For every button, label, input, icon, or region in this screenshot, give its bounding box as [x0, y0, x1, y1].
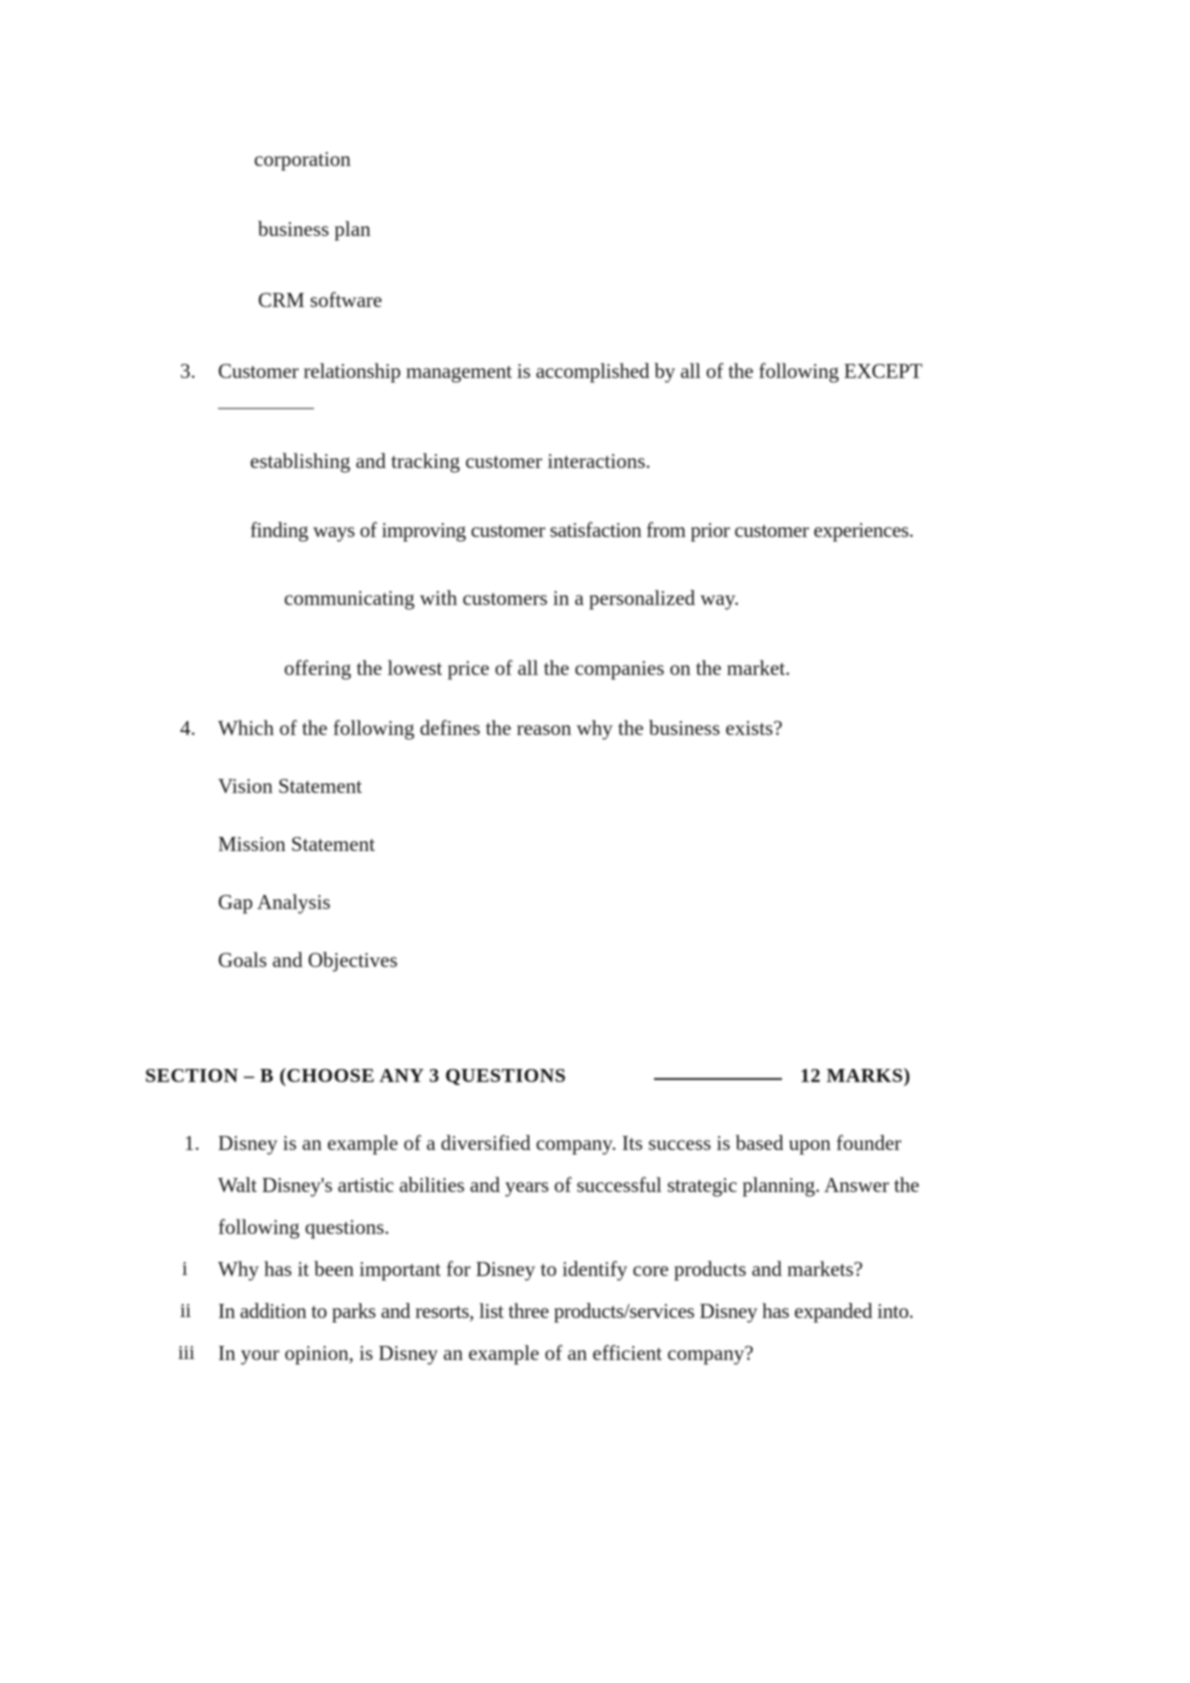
q2-option-crm-software: CRM software — [258, 288, 383, 312]
q4-option-d: Goals and Objectives — [218, 948, 398, 972]
section-b-marks: 12 MARKS) — [800, 1065, 911, 1087]
q3-number: 3. — [180, 359, 196, 383]
q3-option-b: finding ways of improving customer satisfaction from prior customer experiences. — [250, 518, 914, 542]
q3-answer-blank — [218, 408, 314, 409]
section-b-heading: SECTION – B (CHOOSE ANY 3 QUESTIONS — [145, 1065, 567, 1087]
section-b-heading-rule — [654, 1078, 782, 1080]
q2-option-corporation: corporation — [254, 147, 351, 171]
q4-option-a: Vision Statement — [218, 774, 362, 798]
q3-question-text: Customer relationship management is accomplished by all of the following EXCEPT — [218, 359, 923, 383]
case-text-line-3: following questions. — [218, 1215, 390, 1239]
q4-option-c: Gap Analysis — [218, 890, 331, 914]
case-text-line-2: Walt Disney's artistic abilities and years of successful strategic planning. Answer the — [218, 1173, 920, 1197]
q4-number: 4. — [180, 716, 196, 740]
subquestion-iii: In your opinion, is Disney an example of an efficient company? — [218, 1341, 754, 1365]
subquestion-i: Why has it been important for Disney to identify core products and markets? — [218, 1257, 863, 1281]
subquestion-marker-ii: ii — [180, 1300, 192, 1322]
subquestion-marker-i: i — [182, 1258, 188, 1280]
q4-question-text: Which of the following defines the reason why the business exists? — [218, 716, 783, 740]
subquestion-ii: In addition to parks and resorts, list three products/services Disney has expanded into. — [218, 1299, 914, 1323]
q3-option-c: communicating with customers in a personalized way. — [284, 586, 740, 610]
case-number: 1. — [184, 1131, 200, 1155]
q2-option-business-plan: business plan — [258, 217, 371, 241]
q4-option-b: Mission Statement — [218, 832, 375, 856]
subquestion-marker-iii: iii — [178, 1342, 195, 1364]
q3-option-a: establishing and tracking customer interactions. — [250, 449, 651, 473]
case-text-line-1: Disney is an example of a diversified company. Its success is based upon founder — [218, 1131, 902, 1155]
q3-option-d: offering the lowest price of all the companies on the market. — [284, 656, 791, 680]
